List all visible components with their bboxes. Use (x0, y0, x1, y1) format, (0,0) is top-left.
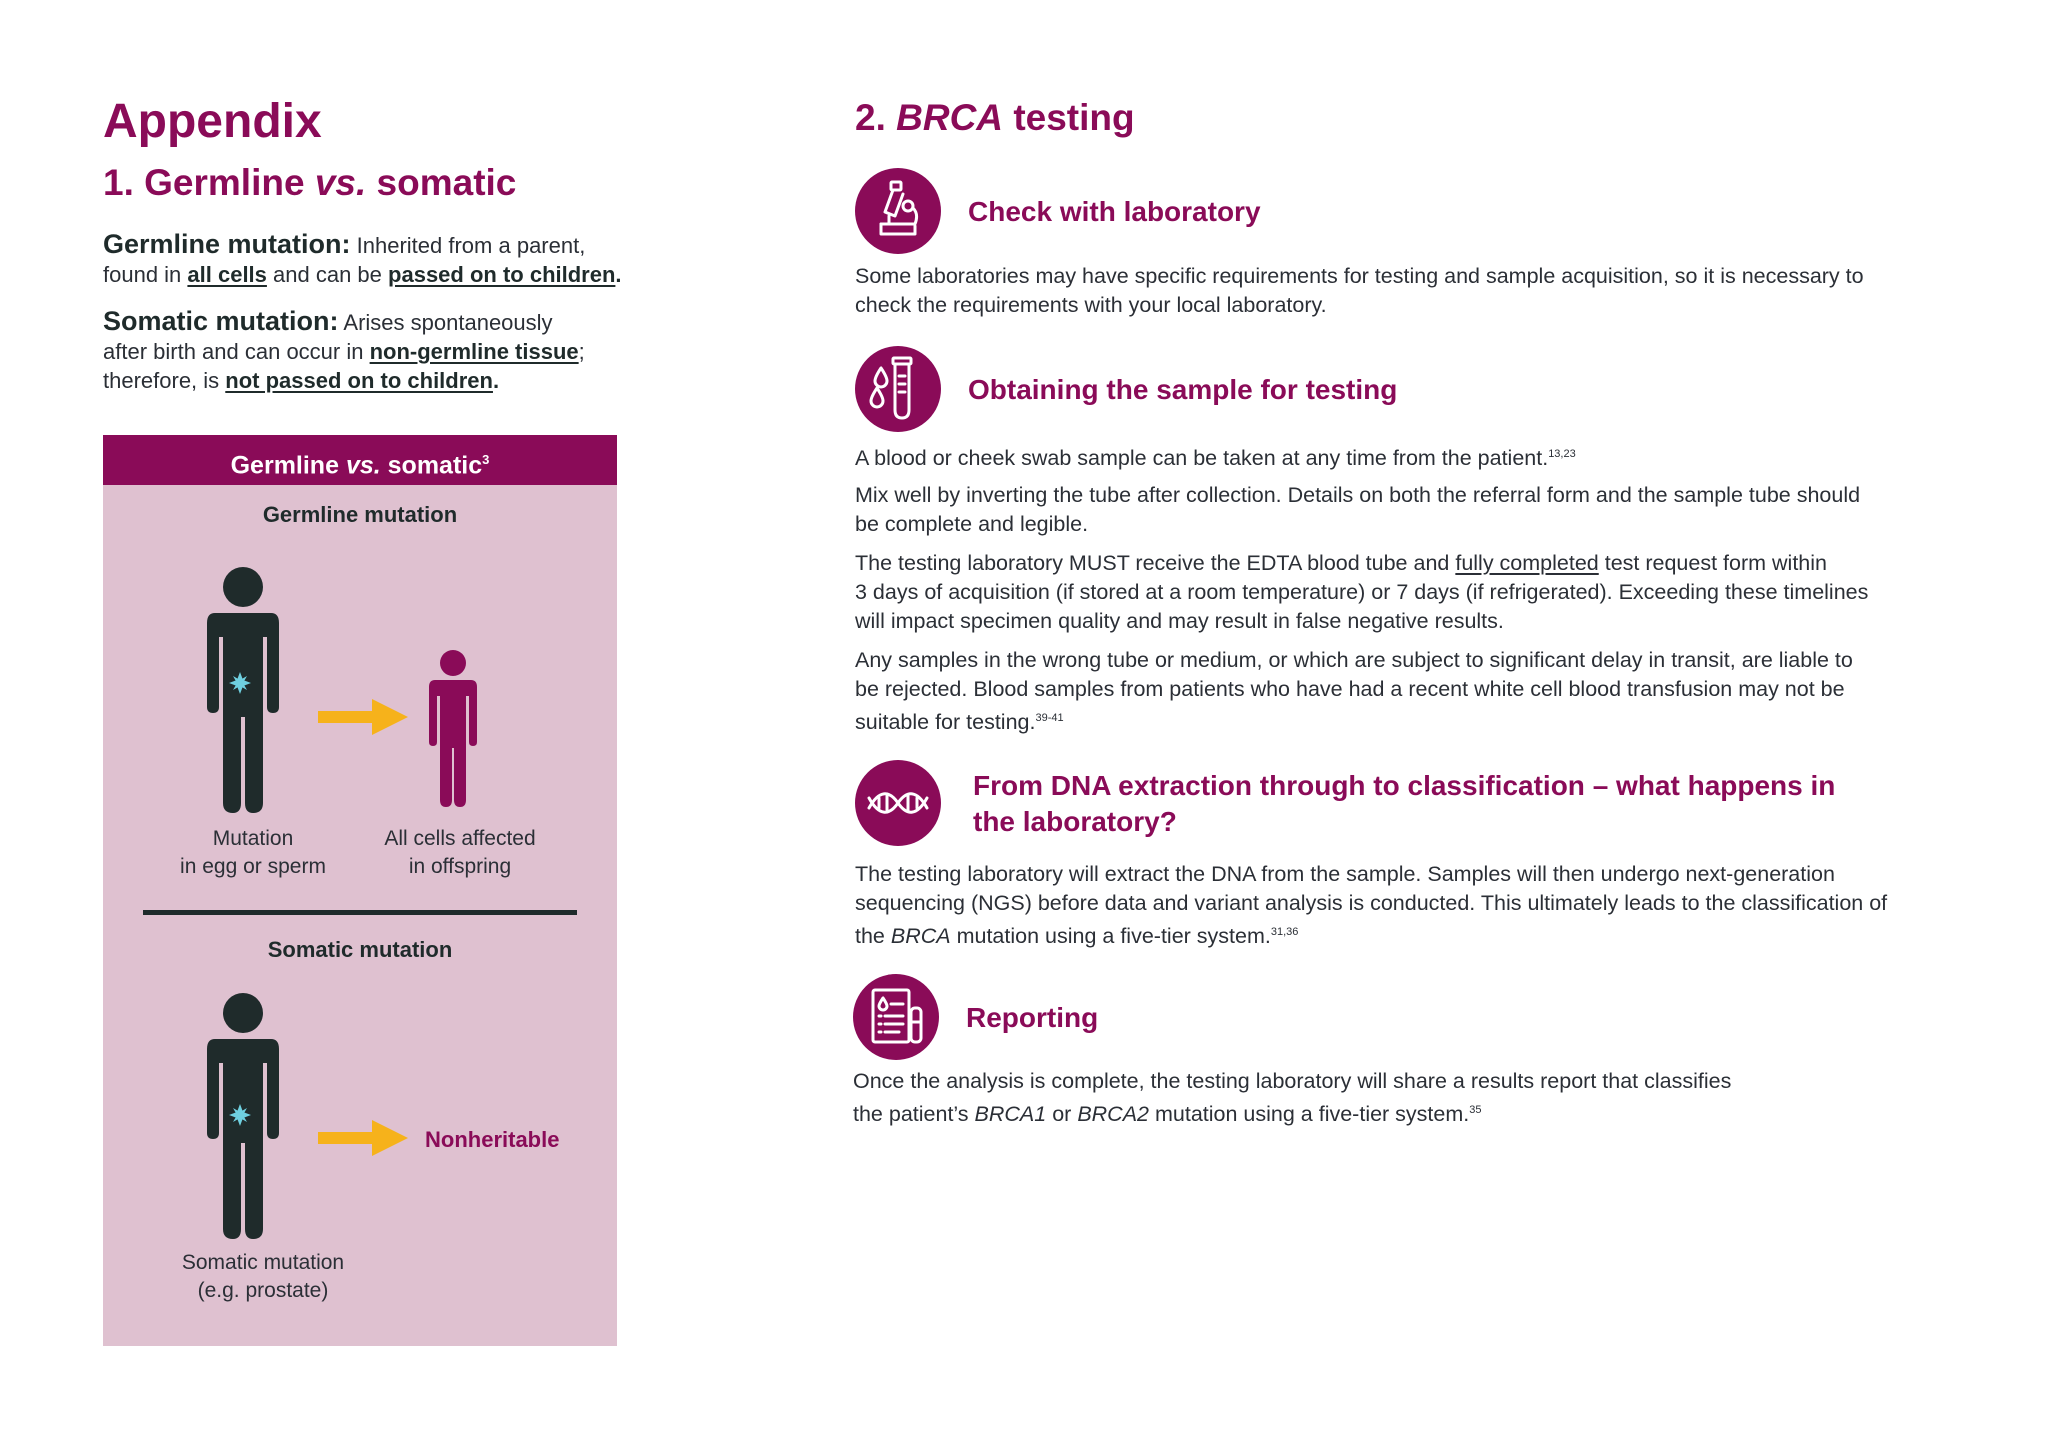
check-paragraph: Some laboratories may have specific requirements for testing and sample acquisition, so it is necessary to check the requirements with your local laboratory. (855, 264, 1864, 317)
germline-vs-somatic-panel (103, 435, 617, 1346)
panel-divider (143, 910, 577, 915)
adult-figure-icon (193, 567, 293, 817)
obtaining-sample-heading: Obtaining the sample for testing (968, 374, 1398, 405)
arrow-icon (318, 1118, 410, 1158)
sample-paragraph-2: Mix well by inverting the tube after collection. Details on both the referral form and the sample tube should be complete and legible. (855, 483, 1861, 536)
child-figure-icon (421, 650, 485, 810)
dna-paragraph: The testing laboratory will extract the DNA from the sample. Samples will then undergo next-generation sequencing (NGS) before data and variant analysis is conducted. This ultimately leads to the classification of the BRCA mutation using a five-tier system.$^{31,36}$ (855, 862, 1888, 949)
section-1-title: 1. Germline vs. somatic (103, 162, 517, 203)
reporting-paragraph: Once the analysis is complete, the testing laboratory will share a results report that classifies the patient’s BRCA1 or BRCA2 mutation using a five-tier system.$^{35}$ (853, 1069, 1732, 1127)
somatic-definition: Somatic mutation: Arises spontaneously after birth and can occur in non-germline tissue; therefore, is not passed on to children. (103, 306, 585, 393)
panel-header: Germline vs. somatic$^3$ (103, 435, 617, 485)
adult-figure-icon (193, 993, 293, 1243)
sample-paragraph-1: A blood or cheek swab sample can be taken at any time from the patient.$^{13,23}$ (855, 446, 1576, 471)
arrow-icon (318, 697, 410, 737)
check-with-laboratory-heading: Check with laboratory (968, 196, 1261, 227)
germline-definition: Germline mutation: Inherited from a parent, found in all cells and can be passed on to children. (103, 229, 622, 287)
caption-somatic: Somatic mutation (e.g. prostate) (181, 1251, 345, 1302)
germline-subheading: Germline mutation (262, 502, 458, 527)
test-tube-icon (855, 346, 941, 432)
reporting-heading: Reporting (966, 1002, 1099, 1033)
caption-mutation: Mutation in egg or sperm (180, 827, 326, 878)
sample-paragraph-3: The testing laboratory MUST receive the EDTA blood tube and fully completed test request form within 3 days of acquisition (if stored at a room temperature) or 7 days (if refrigerated). Exceeding these timelines will impact specimen quality and may result in false negative results. (855, 551, 1869, 633)
caption-offspring: All cells affected in offspring (384, 827, 536, 878)
dna-icon (855, 760, 941, 846)
dna-extraction-heading: From DNA extraction through to classification – what happens in the laboratory? (973, 770, 1836, 837)
report-icon (853, 974, 939, 1060)
sample-paragraph-4: Any samples in the wrong tube or medium, or which are subject to significant delay in transit, are liable to be rejected. Blood samples from patients who have had a recent white cell blood transfusion may not be suitable for testing.$^{39-41}$ (855, 648, 1853, 735)
section-2-title: 2. BRCA testing (855, 97, 1135, 138)
microscope-icon (855, 168, 941, 254)
nonheritable-label: Nonheritable (425, 1127, 560, 1152)
somatic-subheading: Somatic mutation (267, 937, 453, 962)
page-title: Appendix (103, 95, 322, 148)
